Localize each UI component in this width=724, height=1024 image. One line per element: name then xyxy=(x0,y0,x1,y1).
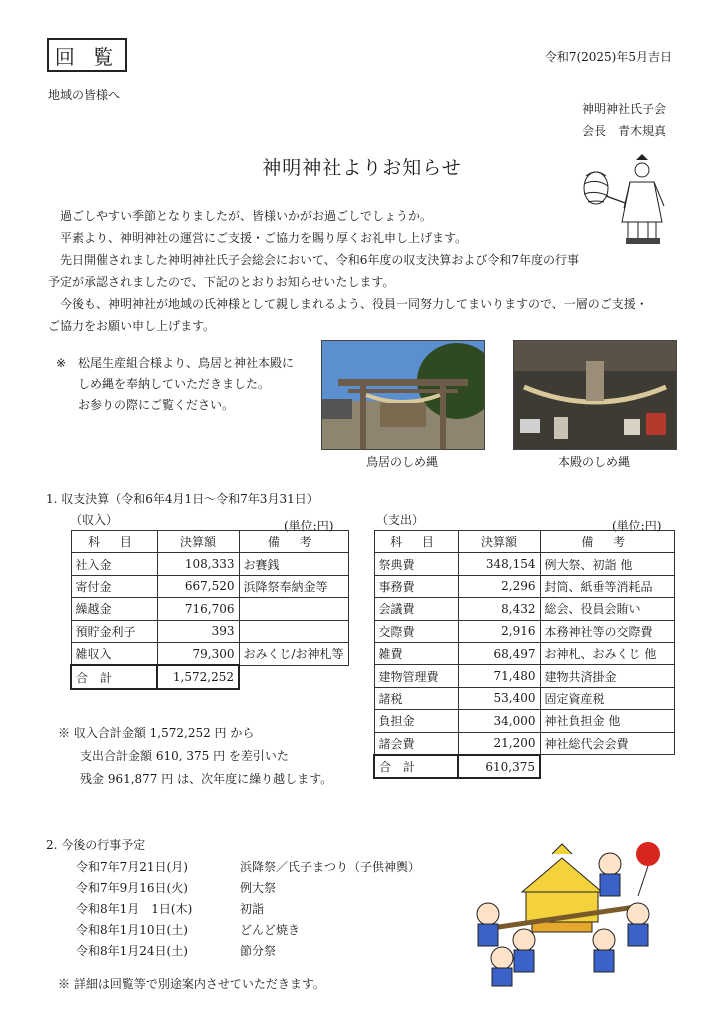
remark-cell: 総会、役員会賄い xyxy=(540,598,675,620)
income-table xyxy=(70,530,349,690)
amount-cell: 667,520 xyxy=(157,575,239,597)
income-unit: (単位:円) xyxy=(284,519,334,533)
income-label: （収入） xyxy=(70,513,119,527)
item-cell: 雑収入 xyxy=(71,642,157,665)
amount-cell: 34,000 xyxy=(458,710,540,732)
table-header-row xyxy=(374,531,675,553)
remark-cell: 神社総代会会費 xyxy=(540,732,675,755)
amount-cell: 2,296 xyxy=(458,575,540,597)
org-head: 会長 青木規真 xyxy=(581,124,666,138)
intro-line: 先日開催されました神明神社氏子会総会において、令和6年度の収支決算および令和7年度の行事 xyxy=(48,253,580,267)
item-cell: 会議費 xyxy=(374,598,458,620)
balance-line: 残金 961,877 円 は、次年度に繰り越します。 xyxy=(80,772,333,786)
mikoshi-illustration xyxy=(462,840,672,990)
table-row xyxy=(71,642,349,665)
issue-date: 令和7(2025)年5月吉日 xyxy=(544,50,672,64)
event-name: 例大祭 xyxy=(240,881,277,895)
table-header-row xyxy=(71,531,349,553)
remark-cell: 封筒、紙垂等消耗品 xyxy=(540,575,675,597)
balance-line: 支出合計金額 610, 375 円 を差引いた xyxy=(80,749,289,763)
schedule-heading: 2. 今後の行事予定 xyxy=(46,838,146,852)
item-cell: 祭典費 xyxy=(374,553,458,575)
table-row xyxy=(374,575,675,597)
item-cell: 雑費 xyxy=(374,642,458,664)
org-name: 神明神社氏子会 xyxy=(581,102,666,116)
table-row xyxy=(374,710,675,732)
amount-cell: 68,497 xyxy=(458,642,540,664)
notice-line: しめ縄を奉納していただきました。 xyxy=(78,377,271,391)
table-row xyxy=(374,665,675,687)
total-row xyxy=(374,755,675,778)
kairan-label: 回 覧 xyxy=(47,38,127,72)
torii-photo xyxy=(321,340,485,450)
remark-cell: 浜降祭奉納金等 xyxy=(239,575,349,597)
item-cell: 諸税 xyxy=(374,687,458,709)
total-amount: 610,375 xyxy=(458,755,540,778)
empty-cell xyxy=(239,665,349,688)
table-row xyxy=(374,642,675,664)
event-list xyxy=(76,858,420,963)
amount-cell: 53,400 xyxy=(458,687,540,709)
page-title: 神明神社よりお知らせ xyxy=(262,157,462,179)
footer-note: ※ 詳細は回覧等で別途案内させていただきます。 xyxy=(58,977,325,991)
col-header: 科 目 xyxy=(374,531,458,553)
remark-cell: お賽銭 xyxy=(239,553,349,575)
sender-block xyxy=(582,98,666,142)
col-header: 備 考 xyxy=(239,531,349,553)
item-cell: 建物管理費 xyxy=(374,665,458,687)
event-date: 令和7年7月21日(月) xyxy=(76,860,188,874)
table-row xyxy=(374,598,675,620)
item-cell: 社入金 xyxy=(71,553,157,575)
col-header: 決算額 xyxy=(458,531,540,553)
event-date: 令和7年9月16日(火) xyxy=(76,881,188,895)
event-name: 浜降祭／氏子まつり（子供神輿） xyxy=(240,860,421,874)
list-item xyxy=(76,921,420,942)
item-cell: 交際費 xyxy=(374,620,458,642)
expense-unit: (単位:円) xyxy=(612,519,662,533)
balance-note xyxy=(58,722,332,791)
amount-cell: 71,480 xyxy=(458,665,540,687)
amount-cell: 8,432 xyxy=(458,598,540,620)
intro-line: 平素より、神明神社の運営にご支援・ご協力を賜り厚くお礼申し上げます。 xyxy=(48,231,468,245)
col-header: 決算額 xyxy=(157,531,239,553)
item-cell: 繰越金 xyxy=(71,598,157,620)
list-item xyxy=(76,879,420,900)
event-date: 令和8年1月10日(土) xyxy=(76,923,188,937)
honden-caption: 本殿のしめ縄 xyxy=(557,455,630,469)
total-label: 合 計 xyxy=(71,665,157,688)
intro-line: 予定が承認されましたので、下記のとおりお知らせいたします。 xyxy=(48,275,395,289)
remark-cell: お神札、おみくじ 他 xyxy=(540,642,675,664)
event-name: どんど焼き xyxy=(240,923,301,937)
expense-label: （支出） xyxy=(376,513,425,527)
list-item xyxy=(76,858,420,879)
balance-line: 収入合計金額 1,572,252 円 から xyxy=(73,726,255,740)
note-mark: ※ xyxy=(58,726,71,740)
item-cell: 寄付金 xyxy=(71,575,157,597)
table-row xyxy=(71,598,349,620)
amount-cell: 2,916 xyxy=(458,620,540,642)
col-header: 科 目 xyxy=(71,531,157,553)
total-amount: 1,572,252 xyxy=(157,665,239,688)
torii-caption: 鳥居のしめ縄 xyxy=(365,455,438,469)
addressee: 地域の皆様へ xyxy=(48,88,121,102)
remark-cell: 例大祭、初詣 他 xyxy=(540,553,675,575)
empty-cell xyxy=(540,755,675,778)
table-row xyxy=(374,687,675,709)
event-date: 令和8年1月24日(土) xyxy=(76,944,188,958)
item-cell: 預貯金利子 xyxy=(71,620,157,642)
amount-cell: 393 xyxy=(157,620,239,642)
remark-cell: 建物共済掛金 xyxy=(540,665,675,687)
note-mark: ※ xyxy=(56,356,67,370)
intro-line: 今後も、神明神社が地域の氏神様として親しまれるよう、役員一同努力してまいりますので、一層のご支援・ xyxy=(48,297,648,311)
amount-cell: 21,200 xyxy=(458,732,540,755)
intro-text xyxy=(48,205,668,337)
remark-cell: 神社負担金 他 xyxy=(540,710,675,732)
honden-photo xyxy=(513,340,677,450)
remark-cell xyxy=(239,598,349,620)
list-item xyxy=(76,942,420,963)
amount-cell: 716,706 xyxy=(157,598,239,620)
list-item xyxy=(76,900,420,921)
table-row xyxy=(374,732,675,755)
intro-line: 過ごしやすい季節となりましたが、皆様いかがお過ごしでしょうか。 xyxy=(48,209,433,223)
expense-table xyxy=(373,530,675,779)
table-row xyxy=(71,553,349,575)
table-row xyxy=(374,620,675,642)
table-row xyxy=(71,620,349,642)
event-name: 節分祭 xyxy=(240,944,277,958)
amount-cell: 108,333 xyxy=(157,553,239,575)
remark-cell: 固定資産税 xyxy=(540,687,675,709)
intro-line: ご協力をお願い申し上げます。 xyxy=(48,319,216,333)
finance-heading: 1. 収支決算（令和6年4月1日～令和7年3月31日） xyxy=(46,492,319,506)
remark-cell xyxy=(239,620,349,642)
item-cell: 負担金 xyxy=(374,710,458,732)
notice-line: 松尾生産組合様より、鳥居と神社本殿に xyxy=(78,356,295,370)
notice-line: お参りの際にご覧ください。 xyxy=(78,398,235,412)
total-label: 合 計 xyxy=(374,755,458,778)
amount-cell: 79,300 xyxy=(157,642,239,665)
total-row xyxy=(71,665,349,688)
table-row xyxy=(374,553,675,575)
amount-cell: 348,154 xyxy=(458,553,540,575)
remark-cell: 本務神社等の交際費 xyxy=(540,620,675,642)
item-cell: 諸会費 xyxy=(374,732,458,755)
col-header: 備 考 xyxy=(540,531,675,553)
item-cell: 事務費 xyxy=(374,575,458,597)
table-row xyxy=(71,575,349,597)
remark-cell: おみくじ/お神札等 xyxy=(239,642,349,665)
event-date: 令和8年1月 1日(木) xyxy=(76,902,193,916)
shimenawa-notice xyxy=(56,353,306,416)
event-name: 初詣 xyxy=(240,902,265,916)
